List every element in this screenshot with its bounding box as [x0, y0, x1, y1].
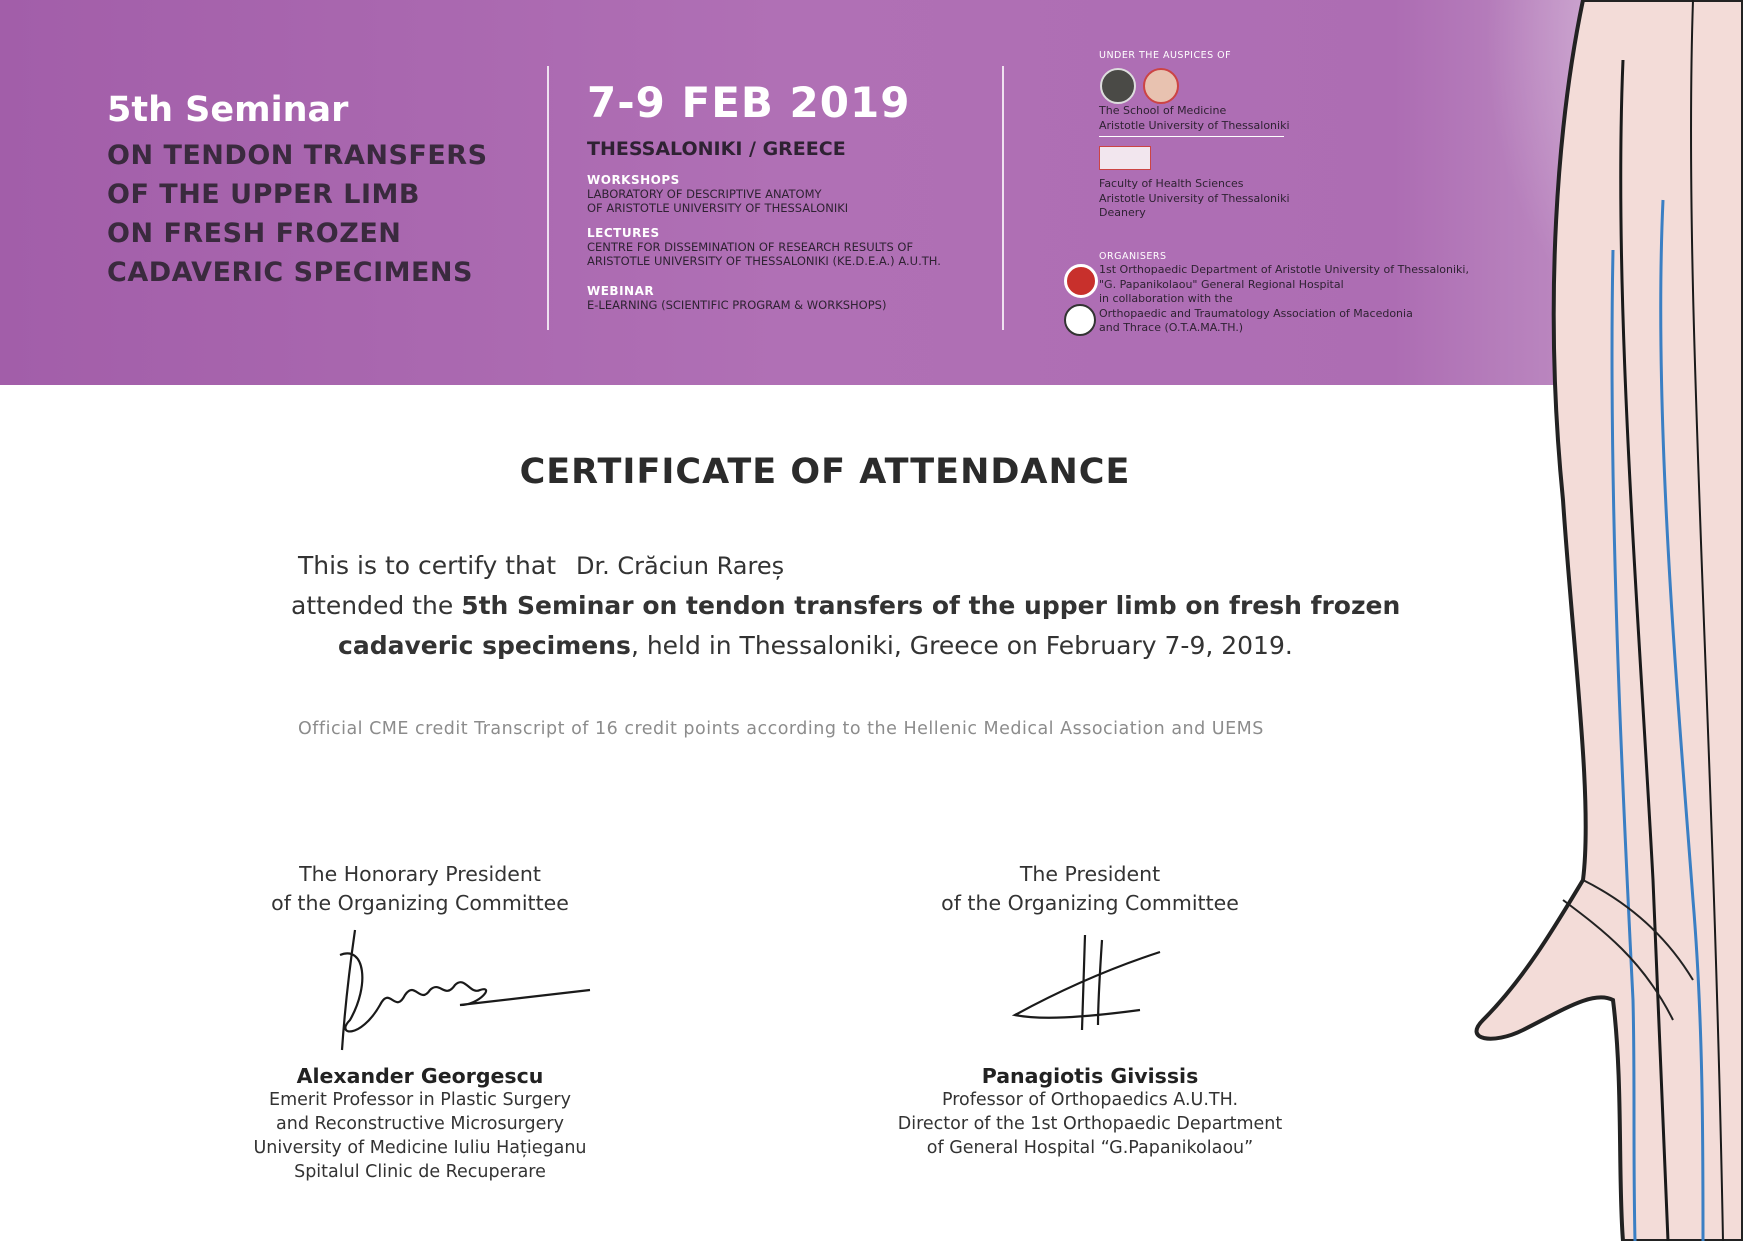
certify-line	[298, 551, 784, 580]
seminar-title-line: CADAVERIC SPECIMENS	[107, 257, 473, 288]
honorary-president-info	[220, 1064, 620, 1184]
sig-title-line: of the Organizing Committee	[941, 891, 1239, 915]
affiliation-line: of General Hospital “G.Papanikolaou”	[926, 1138, 1254, 1158]
affiliation-line: Professor of Orthopaedics A.U.TH.	[941, 1090, 1239, 1110]
auspice-line: Aristotle University of Thessaloniki	[1099, 118, 1290, 132]
auspices-heading: UNDER THE AUSPICES OF	[1099, 50, 1232, 61]
medical-school-seal-icon	[1100, 68, 1136, 104]
association-logo-icon	[1064, 304, 1096, 336]
signatory-name: Alexander Georgescu	[296, 1064, 544, 1088]
seminar-title	[107, 136, 547, 292]
program-heading: WEBINAR	[587, 284, 655, 298]
affiliation-line: Spitalul Clinic de Recuperare	[294, 1162, 546, 1182]
certify-prefix: This is to certify that	[298, 551, 557, 580]
seminar-title-line: OF THE UPPER LIMB	[107, 179, 420, 210]
auspice-line: The School of Medicine	[1099, 104, 1227, 117]
organiser-line: "G. Papanikolaou" General Regional Hospital	[1099, 277, 1344, 291]
auspice-school-of-medicine	[1099, 104, 1290, 133]
university-seal-icon	[1143, 68, 1179, 104]
organisers-text	[1099, 263, 1469, 336]
held-line	[338, 631, 1293, 660]
auspice-line: Aristotle University of Thessaloniki	[1099, 191, 1290, 205]
seminar-title-line: ON FRESH FROZEN	[107, 218, 402, 249]
auspice-faculty-health-sciences	[1099, 177, 1290, 221]
arm-anatomy-illustration	[1463, 0, 1743, 1241]
seminar-title-number: 5th Seminar	[107, 90, 349, 130]
recipient-name: Dr. Crăciun Rareș	[575, 552, 785, 580]
seminar-name: 5th Seminar on tendon transfers of the upper limb on fresh frozen	[461, 591, 1401, 620]
program-webinar	[587, 284, 1007, 312]
organiser-line: Orthopaedic and Traumatology Association of Macedonia	[1099, 306, 1413, 320]
president-info	[890, 1064, 1290, 1160]
signatory-name: Panagiotis Givissis	[981, 1064, 1199, 1088]
organiser-line: in collaboration with the	[1099, 292, 1233, 305]
organiser-line: 1st Orthopaedic Department of Aristotle University of Thessaloniki,	[1099, 263, 1469, 276]
held-suffix: , held in Thessaloniki, Greece on February 7-9, 2019.	[630, 631, 1293, 660]
affiliation-line: and Reconstructive Microsurgery	[276, 1114, 564, 1134]
program-heading: WORKSHOPS	[587, 173, 680, 187]
organiser-line: and Thrace (O.T.A.MA.TH.)	[1099, 321, 1244, 334]
attended-line	[291, 591, 1400, 620]
sig-title-line: The President	[1019, 862, 1161, 886]
event-location: THESSALONIKI / GREECE	[587, 138, 846, 160]
attended-prefix: attended the	[291, 591, 454, 620]
auspice-line: Faculty of Health Sciences	[1099, 177, 1244, 190]
sig-title-line: The Honorary President	[299, 862, 541, 886]
program-heading: LECTURES	[587, 226, 660, 240]
affiliation-line: Emerit Professor in Plastic Surgery	[269, 1090, 571, 1110]
program-lectures	[587, 226, 1007, 268]
affiliation-line: University of Medicine Iuliu Hațieganu	[253, 1138, 587, 1158]
program-line: ARISTOTLE UNIVERSITY OF THESSALONIKI (KE.D.E.A.) A.U.TH.	[587, 254, 941, 268]
banner-divider	[547, 66, 549, 330]
seminar-title-line: ON TENDON TRANSFERS	[107, 140, 488, 171]
organisers-heading: ORGANISERS	[1099, 251, 1167, 262]
hospital-logo-icon	[1064, 264, 1098, 298]
auspice-line: Deanery	[1099, 206, 1146, 219]
program-line: LABORATORY OF DESCRIPTIVE ANATOMY	[587, 187, 822, 201]
event-date: 7-9 FEB 2019	[587, 78, 911, 127]
program-line: E-LEARNING (SCIENTIFIC PROGRAM & WORKSHOPS)	[587, 298, 887, 312]
sig-title-line: of the Organizing Committee	[271, 891, 569, 915]
affiliation-line: Director of the 1st Orthopaedic Department	[897, 1114, 1283, 1134]
cme-credit-note: Official CME credit Transcript of 16 credit points according to the Hellenic Medical Association and UEMS	[298, 719, 1264, 739]
program-line: CENTRE FOR DISSEMINATION OF RESEARCH RESULTS OF	[587, 240, 914, 254]
certificate-title: CERTIFICATE OF ATTENDANCE	[519, 452, 1131, 492]
auspices-separator	[1099, 136, 1284, 137]
faculty-health-sciences-logo-icon	[1099, 146, 1151, 170]
program-workshops	[587, 173, 1007, 215]
president-signature	[1010, 930, 1180, 1035]
seminar-name-cont: cadaveric specimens	[338, 631, 631, 660]
honorary-president-title	[220, 860, 620, 918]
president-title	[890, 860, 1290, 918]
honorary-president-signature	[320, 925, 600, 1060]
program-line: OF ARISTOTLE UNIVERSITY OF THESSALONIKI	[587, 201, 849, 215]
